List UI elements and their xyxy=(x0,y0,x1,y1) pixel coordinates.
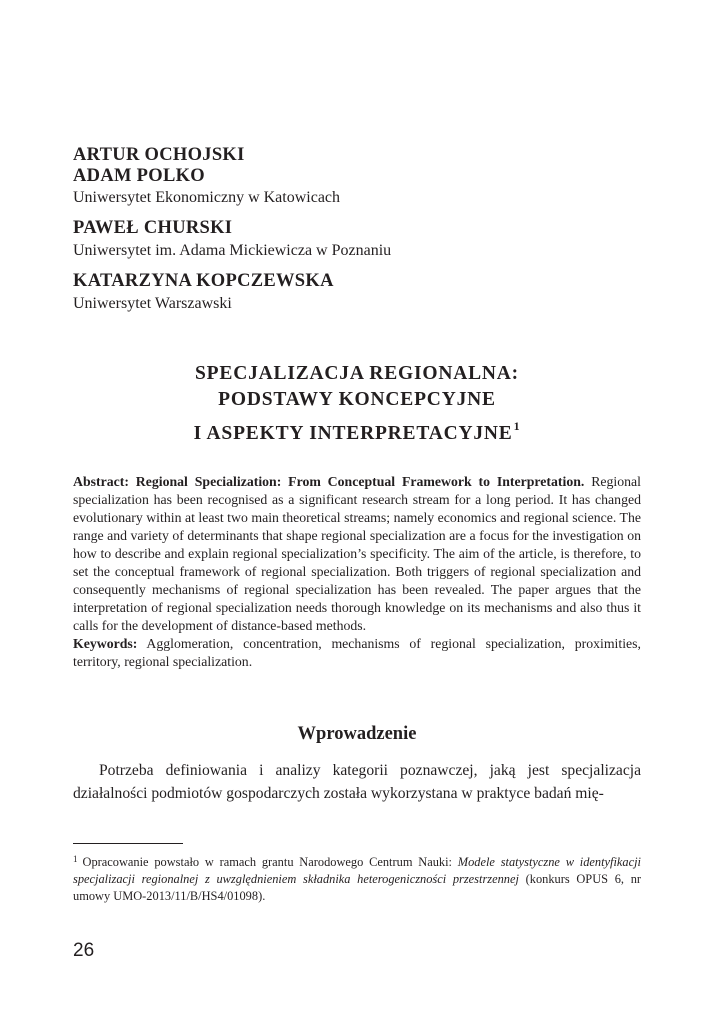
footnote-text: Opracowanie powstało w ramach grantu Narodowego Centrum Nauki: xyxy=(82,855,458,869)
footnote xyxy=(73,851,641,905)
footnote-divider xyxy=(73,843,183,844)
footnote-text-end: (konkurs OPUS 6, nr umowy UMO-2013/11/B/HS4/01098). xyxy=(73,872,642,903)
author-affiliation: Uniwersytet im. Adama Mickiewicza w Poznaniu xyxy=(73,242,392,259)
title-line: I ASPEKTY INTERPRETACYJNE$^1$ xyxy=(193,419,521,444)
body-paragraph: Potrzeba definiowania i analizy kategorii poznawczej, jaką jest specjalizacja działalności podmiotów gospodarczych została wykorzystana w praktyce badań mię- xyxy=(73,762,641,802)
page-number: 26 xyxy=(73,940,95,961)
paper-title xyxy=(73,361,641,447)
author-name: ARTUR OCHOJSKI xyxy=(73,145,245,165)
title-line: SPECJALIZACJA REGIONALNA: xyxy=(195,363,519,384)
author-name: PAWEŁ CHURSKI xyxy=(73,218,233,238)
footnote-italic-title: Modele statystyczne w identyfikacji specjalizacji regionalnej z uwzględnieniem składnika heterogeniczności przestrzennej xyxy=(73,855,641,886)
author-block xyxy=(73,145,641,314)
body-text xyxy=(73,759,641,805)
author-name: ADAM POLKO xyxy=(73,166,205,186)
footnote-number: 1 xyxy=(73,854,78,864)
author-name: KATARZYNA KOPCZEWSKA xyxy=(73,271,334,291)
title-line: PODSTAWY KONCEPCYJNE xyxy=(218,389,496,410)
section-heading: Wprowadzenie xyxy=(297,724,417,744)
author-affiliation: Uniwersytet Warszawski xyxy=(73,295,232,312)
author-affiliation: Uniwersytet Ekonomiczny w Katowicach xyxy=(73,189,341,206)
abstract-text: Regional specialization has been recognised as a significant research stream for a long period. It has changed evolutionary within at least two main theoretical streams; namely economics and regional science. The range and variety of determinants that shape regional specialization are a focus for the investigation on how to describe and explain regional specialization’s specificity. The aim of the article, is therefore, to set the conceptual framework of regional specialization. Both triggers of regional specialization and consequently mechanisms of regional specialization has been revealed. The paper argues that the interpretation of regional specialization needs thorough knowledge on its mechanisms and also thus it calls for the development of distance-based methods. xyxy=(73,474,641,633)
footnote-reference: 1 xyxy=(513,419,521,433)
abstract xyxy=(73,473,641,671)
keywords-label: Keywords: xyxy=(73,636,138,651)
keywords-text: Agglomeration, concentration, mechanisms of regional specialization, proximities, territory, regional specialization. xyxy=(73,636,641,669)
abstract-label: Abstract: Regional Specialization: From Conceptual Framework to Interpretation. xyxy=(73,474,585,489)
